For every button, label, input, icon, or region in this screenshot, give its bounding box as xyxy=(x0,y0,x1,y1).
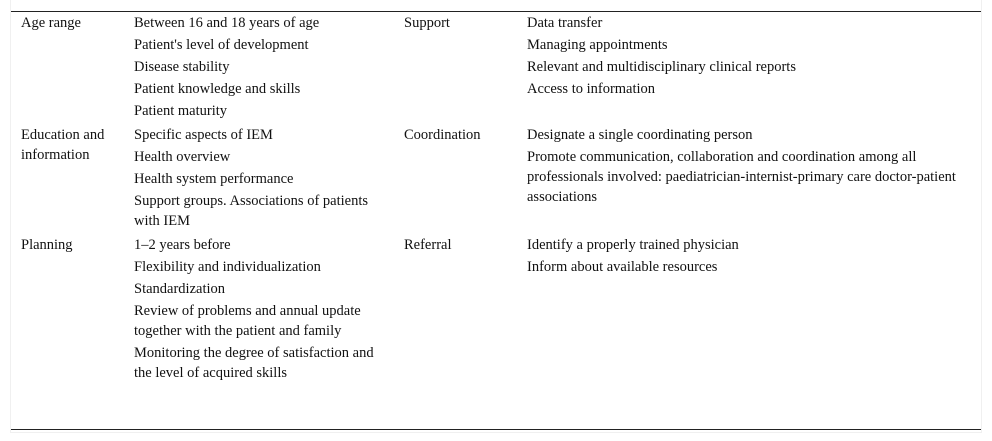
aspect-items-cell xyxy=(527,125,967,209)
category-cell: Planning xyxy=(21,237,73,253)
table-bottom-rule xyxy=(11,429,981,430)
list-item: Promote communication, collaboration and coordination among all professionals involved: paediatrician-internist-primary care doctor-patient associations xyxy=(527,149,956,205)
category-cell: Age range xyxy=(21,15,81,31)
list-item: Health system performance xyxy=(134,171,294,187)
list-item: Data transfer xyxy=(527,15,603,31)
list-item: Monitoring the degree of satisfaction and the level of acquired skills xyxy=(134,345,374,381)
aspect-cell: Support xyxy=(404,15,450,31)
aspect-cell: Coordination xyxy=(404,127,481,143)
list-item: Patient knowledge and skills xyxy=(134,81,301,97)
aspect-items-cell xyxy=(527,235,967,279)
list-item: Access to information xyxy=(527,81,656,97)
list-item: Between 16 and 18 years of age xyxy=(134,15,320,31)
items-cell xyxy=(134,235,379,385)
list-item: Managing appointments xyxy=(527,37,668,53)
list-item: Designate a single coordinating person xyxy=(527,127,753,143)
aspect-cell: Referral xyxy=(404,237,452,253)
list-item: 1–2 years before xyxy=(134,237,231,253)
list-item: Support groups. Associations of patients with IEM xyxy=(134,193,369,229)
list-item: Standardization xyxy=(134,281,226,297)
list-item: Review of problems and annual update together with the patient and family xyxy=(134,303,361,339)
items-cell xyxy=(134,125,379,233)
list-item: Disease stability xyxy=(134,59,230,75)
list-item: Relevant and multidisciplinary clinical reports xyxy=(527,59,796,75)
list-item: Identify a properly trained physician xyxy=(527,237,739,253)
aspect-items-cell xyxy=(527,13,967,101)
category-cell: Education and information xyxy=(21,127,105,163)
list-item: Patient maturity xyxy=(134,103,228,119)
list-item: Patient's level of development xyxy=(134,37,309,53)
list-item: Inform about available resources xyxy=(527,259,718,275)
list-item: Health overview xyxy=(134,149,231,165)
items-cell xyxy=(134,13,379,123)
list-item: Flexibility and individualization xyxy=(134,259,321,275)
list-item: Specific aspects of IEM xyxy=(134,127,273,143)
table-top-rule xyxy=(11,11,981,12)
